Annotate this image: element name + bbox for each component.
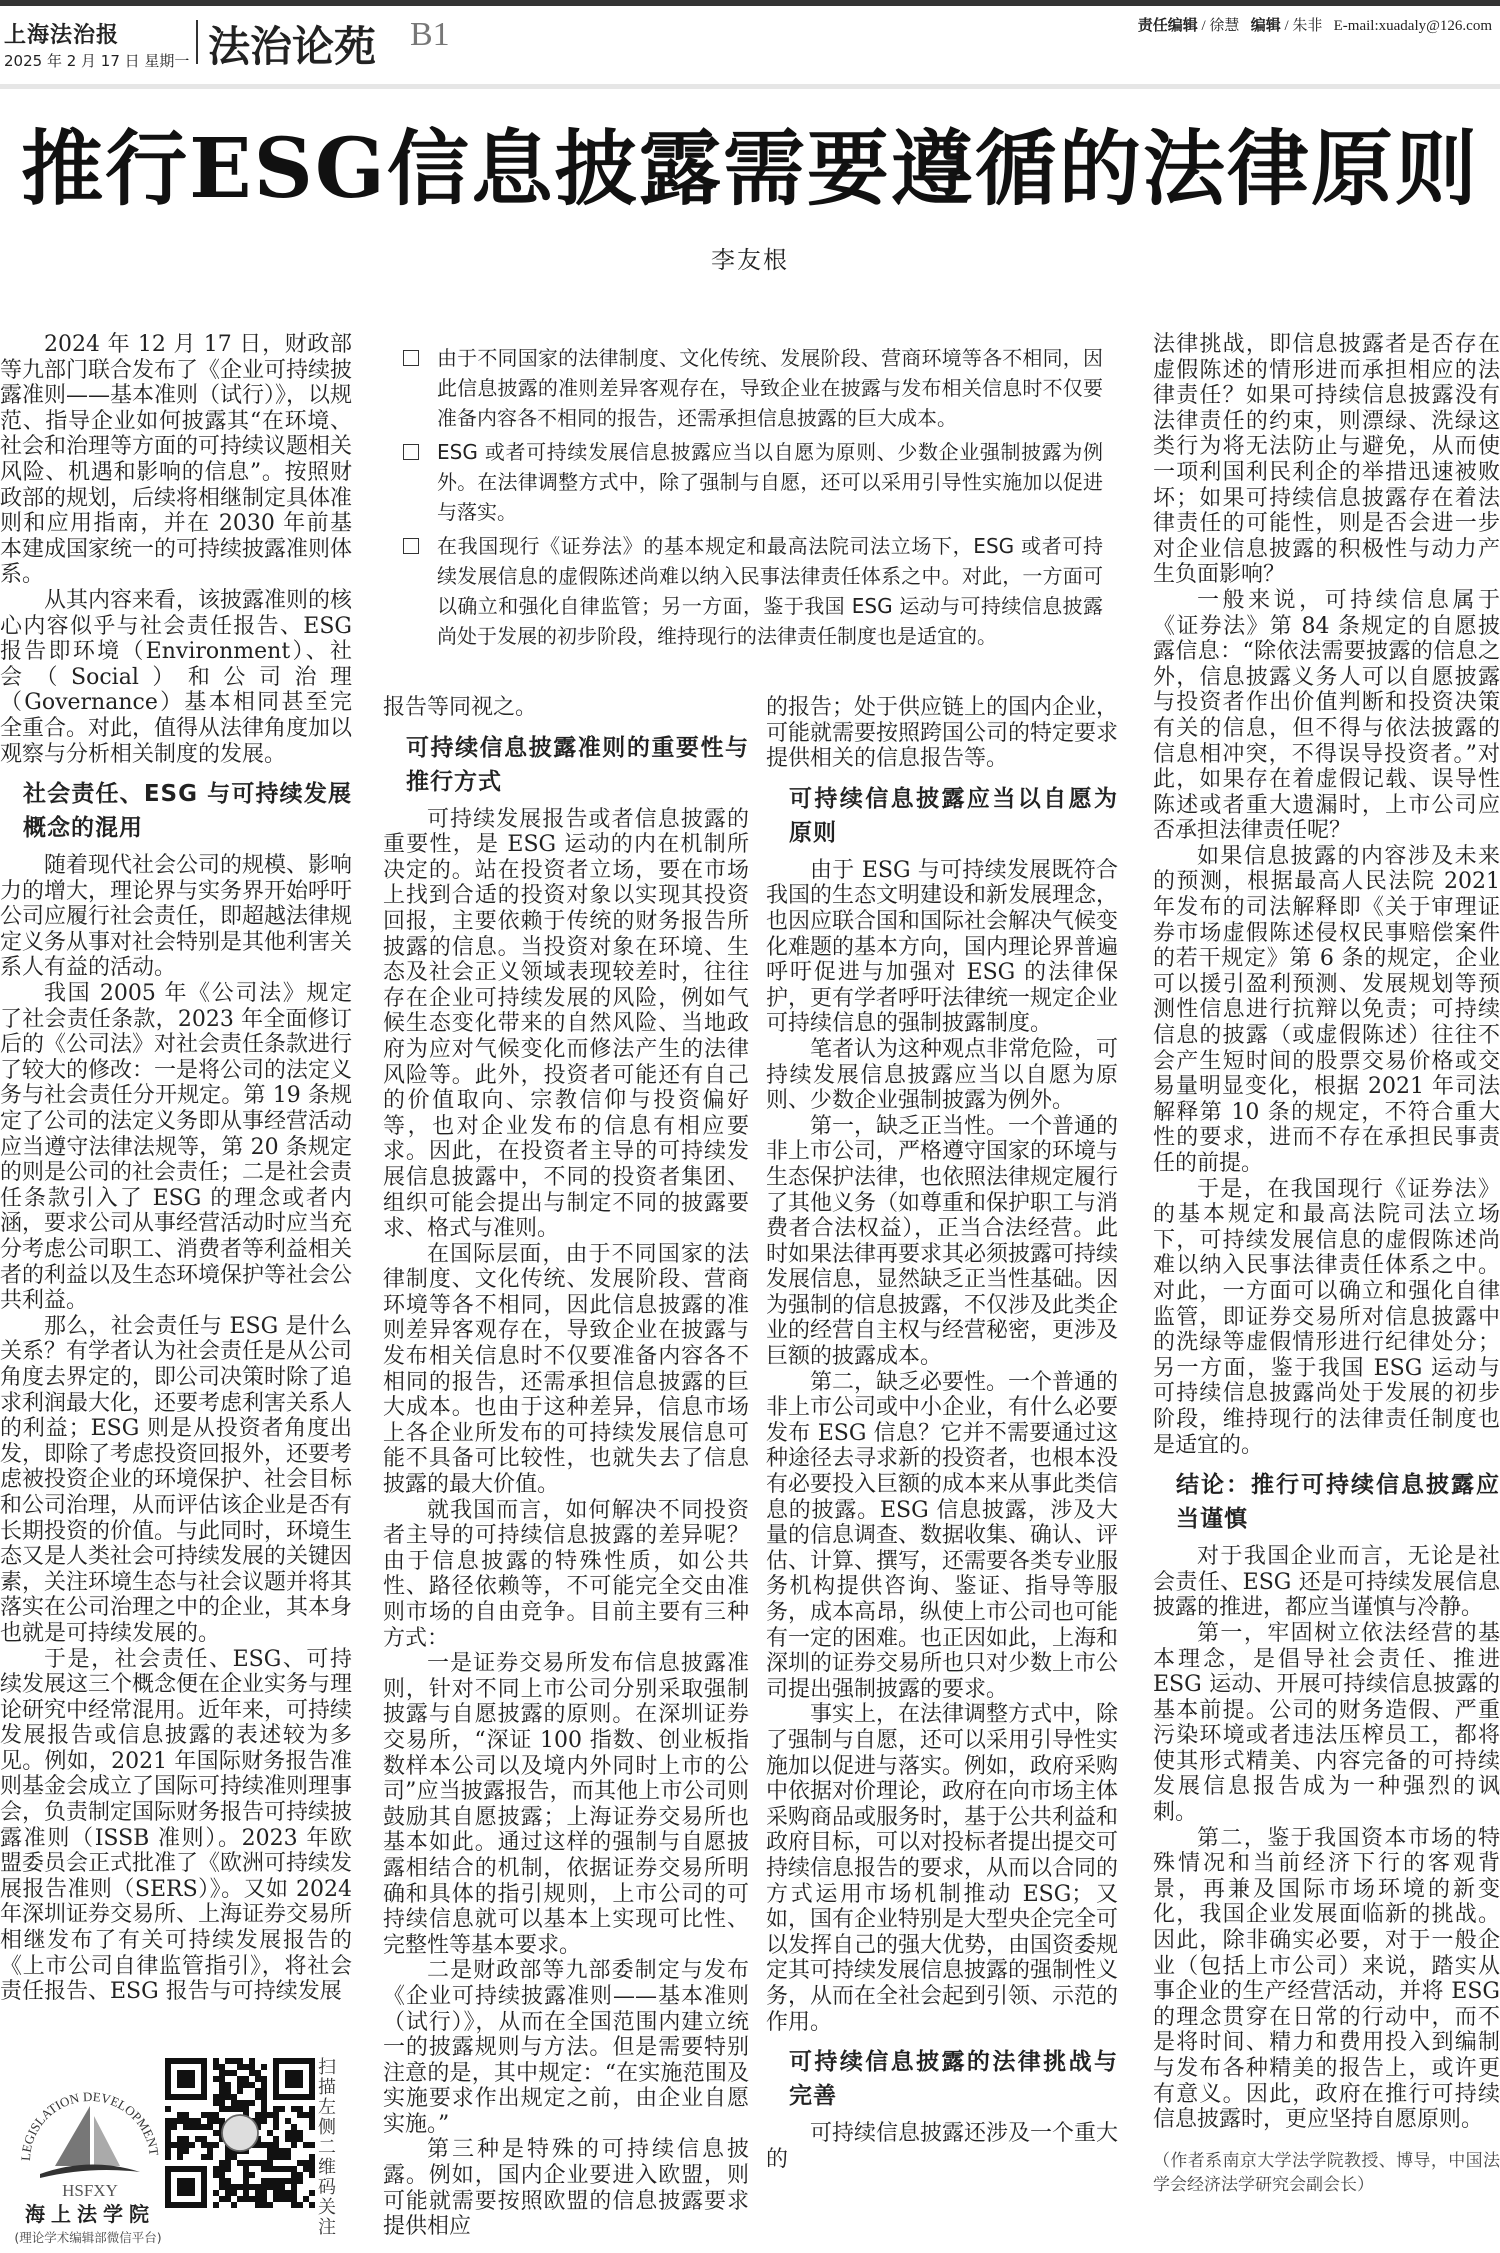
section-heading: 社会责任、ESG 与可持续发展概念的混用 [23, 781, 352, 842]
section-heading: 可持续信息披露的法律挑战与完善 [789, 2049, 1118, 2110]
qr-module [219, 2088, 225, 2094]
qr-module [267, 2112, 273, 2118]
qr-finder [177, 2070, 195, 2088]
qr-module [255, 2196, 261, 2202]
qr-module [183, 2148, 189, 2154]
qr-module [309, 2160, 315, 2166]
qr-finder [285, 2070, 303, 2088]
qr-module [249, 2160, 255, 2166]
qr-module [279, 2184, 285, 2190]
qr-module [261, 2196, 267, 2202]
qr-module [225, 2190, 231, 2196]
header-rule [0, 84, 1500, 89]
qr-module [177, 2112, 183, 2118]
checkbox-icon [403, 538, 419, 554]
qr-module [273, 2142, 279, 2148]
law-school-logo [10, 2066, 170, 2246]
qr-module [243, 2106, 249, 2112]
qr-module [231, 2058, 237, 2064]
qr-module [225, 2106, 231, 2112]
qr-module [237, 2076, 243, 2082]
qr-module [285, 2154, 291, 2160]
qr-module [291, 2136, 297, 2142]
qr-module [273, 2196, 279, 2202]
highlight-text: 由于不同国家的法律制度、文化传统、发展阶段、营商环境等各不相同，因此信息披露的准则差异客观存在，导致企业在披露与发布相关信息时不仅要准备内容各不相同的报告，还需承担信息披露的巨大成本。 [437, 346, 1103, 430]
editor2-name: 朱非 [1292, 18, 1323, 34]
qr-module [237, 2088, 243, 2094]
qr-module [249, 2070, 255, 2076]
qr-module [237, 2058, 243, 2064]
qr-module [183, 2112, 189, 2118]
qr-module [309, 2142, 315, 2148]
qr-module [201, 2154, 207, 2160]
qr-module [285, 2178, 291, 2184]
highlight-item [403, 437, 1103, 527]
qr-module [213, 2190, 219, 2196]
qr-module [303, 2112, 309, 2118]
logo-name: 海上法学院 [25, 2202, 155, 2226]
qr-module [273, 2106, 279, 2112]
qr-module [279, 2154, 285, 2160]
qr-module [309, 2154, 315, 2160]
paragraph: 于是，社会责任、ESG、可持续发展这三个概念便在企业实务与理论研究中经常混用。近年来，可持续发展报告或信息披露的表述较为多见。例如，2021 年国际财务报告准则基金会成立了国际可持续准则理事会，负责制定国际财务报告可持续披露准则（ISSB 准则）。2023 年欧盟委员会正式批准了《欧洲可持续发展报告准则（SERS）》。又如 2024 年深圳证券交易所、上海证券交易所相继发布了有关可持续发展报告的《上市公司自律监管指引》，将社会责任报告、ESG 报告与可持续发展 [0, 1646, 353, 2005]
qr-module [225, 2196, 231, 2202]
qr-module [213, 2112, 219, 2118]
qr-module [297, 2160, 303, 2166]
paragraph: 第一，缺乏正当性。一个普通的非上市公司，严格遵守国家的环境与生态保护法律，也依照法律规定履行了其他义务（如尊重和保护职工与消费者合法权益），正当合法经营。此时如果法律再要求其必须披露可持续发展信息，显然缺乏正当性基础。因为强制的信息披露，不仅涉及此类企业的经营自主权与经营秘密，更涉及巨额的披露成本。 [766, 1113, 1119, 1370]
author-bio: （作者系南京大学法学院教授、博导，中国法学会经济法学研究会副会长） [1153, 2150, 1500, 2195]
qr-module [255, 2184, 261, 2190]
qr-module [273, 2178, 279, 2184]
qr-module [237, 2064, 243, 2070]
paragraph: 2024 年 12 月 17 日，财政部等九部门联合发布了《企业可持续披露准则——基本准则（试行）》，以规范、指导企业如何披露其“在环境、社会和治理等方面的可持续议题相关风险、机遇和影响的信息”。按照财政部的规划，后续将相继制定具体准则和应用指南，并在 2030 年前基本建成国家统一的可持续披露准则体系。 [0, 332, 353, 588]
logo-arc-text: LEGISLATION DEVELOPMENT [17, 2088, 162, 2162]
qr-module [177, 2148, 183, 2154]
qr-module [225, 2160, 231, 2166]
qr-module [261, 2190, 267, 2196]
qr-module [237, 2082, 243, 2088]
qr-module [219, 2196, 225, 2202]
scan-hint: 扫描左侧二维码关注 [318, 2057, 336, 2238]
qr-module [231, 2106, 237, 2112]
qr-module [219, 2070, 225, 2076]
qr-module [201, 2142, 207, 2148]
qr-module [267, 2142, 273, 2148]
paragraph: 那么，社会责任与 ESG 是什么关系？有学者认为社会责任是从公司角度去界定的，即公司决策时除了追求利润最大化，还要考虑利害关系人的利益；ESG 则是从投资者角度出发，即除了考虑投资回报外，还要考虑被投资企业的环境保护、社会目标和公司治理，从而评估该企业是否有长期投资的价值。与此同时，环境生态又是人类社会可持续发展的关键因素，关注环境生态与社会议题并将其落实在公司治理之中的企业，其本身也就是可持续发展的。 [0, 1313, 353, 1646]
qr-module [207, 2118, 213, 2124]
qr-module [285, 2130, 291, 2136]
qr-module [219, 2082, 225, 2088]
qr-module [249, 2058, 255, 2064]
qr-module [255, 2112, 261, 2118]
paragraph: 就我国而言，如何解决不同投资者主导的可持续信息披露的差异呢？由于信息披露的特殊性质，如公共性、路径依赖等，不可能完全交由准则市场的自由竞争。目前主要有三种方式： [383, 1497, 749, 1651]
qr-module [297, 2106, 303, 2112]
qr-module [255, 2160, 261, 2166]
qr-module [237, 2196, 243, 2202]
qr-module [261, 2166, 267, 2172]
page-number: B1 [410, 16, 450, 53]
qr-module [279, 2166, 285, 2172]
qr-module [273, 2124, 279, 2130]
qr-module [273, 2118, 279, 2124]
qr-module [309, 2112, 315, 2118]
qr-module [309, 2190, 315, 2196]
qr-module [243, 2178, 249, 2184]
qr-module [279, 2190, 285, 2196]
qr-module [165, 2148, 171, 2154]
highlight-text: 在我国现行《证券法》的基本规定和最高法院司法立场下，ESG 或者可持续发展信息的虚假陈述尚难以纳入民事法律责任体系之中。对此，一方面可以确立和强化自律监管；另一方面，鉴于我国 ESG 运动与可持续信息披露尚处于发展的初步阶段，维持现行的法律责任制度也是适宜的。 [437, 534, 1103, 648]
qr-module [243, 2160, 249, 2166]
qr-module [273, 2184, 279, 2190]
qr-module [291, 2178, 297, 2184]
qr-module [165, 2124, 171, 2130]
paragraph: 的报告；处于供应链上的国内企业，可能就需要按照跨国公司的特定要求提供相关的信息报告等。 [766, 695, 1119, 772]
column-4 [1153, 332, 1500, 2197]
qr-module [291, 2184, 297, 2190]
paragraph: 可持续发展报告或者信息披露的重要性，是 ESG 运动的内在机制所决定的。站在投资者立场，要在市场上找到合适的投资对象以实现其投资回报，主要依赖于传统的财务报告所披露的信息。当投资对象在环境、生态及社会正义领域表现较差时，往往存在企业可持续发展的风险，例如气候生态变化带来的自然风险、当地政府为应对气候变化而修法产生的法律风险等。此外，投资者可能还有自己的价值取向、宗教信仰与投资偏好等，也对企业发布的信息有相应要求。因此，在投资者主导的可持续发展信息披露中，不同的投资者集团、组织可能会提出与制定不同的披露要求、格式与准则。 [383, 806, 749, 1242]
qr-module [291, 2106, 297, 2112]
qr-module [279, 2148, 285, 2154]
qr-module [285, 2136, 291, 2142]
qr-module [201, 2136, 207, 2142]
qr-module [231, 2184, 237, 2190]
qr-module [309, 2166, 315, 2172]
qr-module [291, 2124, 297, 2130]
paragraph: 在国际层面，由于不同国家的法律制度、文化传统、发展阶段、营商环境等各不相同，因此信息披露的准则差异客观存在，导致企业在披露与发布相关信息时不仅要准备内容各不相同的报告，还需承担信息披露的巨大成本。也由于这种差异，信息市场上各企业所发布的可持续发展信息可能不具备可比较性，也就失去了信息披露的最大价值。 [383, 1241, 749, 1498]
qr-module [219, 2100, 225, 2106]
qr-module [309, 2124, 315, 2130]
editor-email[interactable]: E-mail:xuadaly@126.com [1333, 18, 1492, 34]
qr-module [267, 2202, 273, 2208]
logo-subtitle: (理论学术编辑部微信平台) [14, 2230, 162, 2245]
qr-module [225, 2178, 231, 2184]
qr-module [189, 2124, 195, 2130]
qr-module [243, 2196, 249, 2202]
checkbox-icon [403, 350, 419, 366]
qr-module [189, 2142, 195, 2148]
qr-module [261, 2142, 267, 2148]
qr-module [261, 2064, 267, 2070]
qr-module [279, 2106, 285, 2112]
paragraph: 一是证券交易所发布信息披露准则，针对不同上市公司分别采取强制披露与自愿披露的原则。在深圳证券交易所，“深证 100 指数、创业板指数样本公司以及境内外同时上市的公司”应当披露报告，而其他上市公司则鼓励其自愿披露；上海证券交易所也基本如此。通过这样的强制与自愿披露相结合的机制，依据证券交易所明确和具体的指引规则，上市公司的可持续信息就可以基本上实现可比性、完整性等基本要求。 [383, 1651, 749, 1958]
section-title: 法治论苑 [208, 22, 377, 71]
qr-module [165, 2106, 171, 2112]
paragraph: 第三种是特殊的可持续信息披露。例如，国内企业要进入欧盟，则可能就需要按照欧盟的信息披露要求提供相应 [383, 2137, 749, 2240]
qr-module [183, 2136, 189, 2142]
paragraph: 可持续信息披露还涉及一个重大的 [766, 2121, 1119, 2172]
paragraph: 第二，缺乏必要性。一个普通的非上市公司或中小企业，有什么必要发布 ESG 信息？它并不需要通过这种途径去寻求新的投资者，也根本没有必要投入巨额的成本来从事此类信息的披露。ESG 信息披露，涉及大量的信息调查、数据收集、确认、评估、计算、撰写，还需要各类专业服务机构提供咨询、鉴证、指导等服务，成本高昂，纵使上市公司也可能有一定的困难。也正因如此，上海和深圳的证券交易所也只对少数上市公司提出强制披露的要求。 [766, 1369, 1119, 1702]
qr-module [261, 2094, 267, 2100]
editor2-label: 编辑 [1250, 16, 1281, 34]
qr-module [165, 2136, 171, 2142]
highlights-box [403, 343, 1103, 655]
qr-module [297, 2202, 303, 2208]
qr-module [297, 2172, 303, 2178]
qr-center-emblem [222, 2115, 258, 2151]
qr-module [261, 2178, 267, 2184]
qr-module [177, 2154, 183, 2160]
qr-module [297, 2112, 303, 2118]
qr-module [309, 2118, 315, 2124]
article-author: 李友根 [711, 246, 789, 274]
qr-module [303, 2196, 309, 2202]
qr-module [261, 2106, 267, 2112]
qr-module [309, 2202, 315, 2208]
paragraph: 如果信息披露的内容涉及未来的预测，根据最高人民法院 2021 年发布的司法解释即《关于审理证券市场虚假陈述侵权民事赔偿案件的若干规定》第 6 条的规定，企业可以援引盈利预测、发展规划等预测性信息进行抗辩以免责；可持续信息的披露（或虚假陈述）往往不会产生短时间的股票交易价格或交易量明显变化，根据 2021 年司法解释第 10 条的规定，不符合重大性的要求，进而不存在承担民事责任的前提。 [1153, 843, 1500, 1176]
qr-module [243, 2076, 249, 2082]
qr-finder [177, 2178, 195, 2196]
qr-module [183, 2124, 189, 2130]
qr-module [219, 2184, 225, 2190]
qr-module [243, 2082, 249, 2088]
qr-code[interactable] [165, 2058, 315, 2208]
qr-module [285, 2148, 291, 2154]
qr-module [165, 2118, 171, 2124]
qr-module [279, 2178, 285, 2184]
column-2 [383, 695, 749, 2240]
editor-name: 徐慧 [1209, 18, 1240, 34]
qr-module [219, 2076, 225, 2082]
qr-module [279, 2196, 285, 2202]
qr-module [267, 2166, 273, 2172]
qr-module [213, 2058, 219, 2064]
qr-module [291, 2142, 297, 2148]
qr-module [213, 2100, 219, 2106]
qr-module [303, 2142, 309, 2148]
qr-module [195, 2136, 201, 2142]
checkbox-icon [403, 444, 419, 460]
qr-module [249, 2172, 255, 2178]
paper-name: 上海法治报 [4, 22, 120, 48]
qr-module [267, 2148, 273, 2154]
qr-module [297, 2178, 303, 2184]
qr-module [225, 2094, 231, 2100]
qr-module [285, 2118, 291, 2124]
qr-module [261, 2088, 267, 2094]
paragraph: 随着现代社会公司的规模、影响力的增大，理论界与实务界开始呼吁公司应履行社会责任，即超越法律规定义务从事对社会特别是其他利害关系人有益的活动。 [0, 853, 353, 981]
highlight-item [403, 343, 1103, 433]
qr-module [195, 2118, 201, 2124]
qr-module [225, 2082, 231, 2088]
section-heading: 可持续信息披露应当以自愿为原则 [789, 785, 1118, 846]
section-heading: 结论：推行可持续信息披露应当谨慎 [1176, 1472, 1500, 1533]
qr-module [255, 2202, 261, 2208]
qr-module [255, 2088, 261, 2094]
qr-module [309, 2106, 315, 2112]
qr-module [177, 2136, 183, 2142]
qr-module [225, 2154, 231, 2160]
paragraph: 由于 ESG 与可持续发展既符合我国的生态文明建设和新发展理念，也因应联合国和国际社会解决气候变化难题的基本方向，国内理论界普遍呼吁促进与加强对 ESG 的法律保护，更有学者呼吁法律统一规定企业可持续信息的强制披露制度。 [766, 857, 1119, 1037]
qr-module [225, 2166, 231, 2172]
qr-module [273, 2154, 279, 2160]
qr-module [165, 2130, 171, 2136]
qr-module [225, 2058, 231, 2064]
qr-module [165, 2154, 171, 2160]
qr-module [249, 2064, 255, 2070]
qr-module [243, 2190, 249, 2196]
qr-module [189, 2118, 195, 2124]
column-3 [766, 695, 1118, 2172]
masthead [0, 6, 1500, 86]
qr-module [291, 2172, 297, 2178]
qr-module [309, 2172, 315, 2178]
qr-module [231, 2094, 237, 2100]
qr-module [291, 2196, 297, 2202]
qr-module [291, 2202, 297, 2208]
paragraph: 对于我国企业而言，无论是社会责任、ESG 还是可持续发展信息披露的推进，都应当谨慎与冷静。 [1153, 1544, 1500, 1621]
qr-module [171, 2124, 177, 2130]
qr-module [291, 2130, 297, 2136]
qr-module [273, 2136, 279, 2142]
qr-module [255, 2076, 261, 2082]
paragraph: 于是，在我国现行《证券法》的基本规定和最高法院司法立场下，可持续发展信息的虚假陈述尚难以纳入民事法律责任体系之中。对此，一方面可以确立和强化自律监管，即证券交易所对信息披露中的洗绿等虚假情形进行纪律处分；另一方面，鉴于我国 ESG 运动与可持续信息披露尚处于发展的初步阶段，维持现行的法律责任制度也是适宜的。 [1153, 1176, 1500, 1458]
qr-module [237, 2106, 243, 2112]
qr-module [261, 2184, 267, 2190]
qr-module [177, 2118, 183, 2124]
qr-module [213, 2202, 219, 2208]
qr-module [285, 2166, 291, 2172]
qr-module [213, 2064, 219, 2070]
qr-module [231, 2154, 237, 2160]
editor-credits: 责任编辑 / 徐慧 编辑 / 朱非 E-mail:xuadaly@126.com [1137, 16, 1492, 34]
highlight-item [403, 531, 1103, 651]
qr-module [207, 2148, 213, 2154]
qr-module [213, 2130, 219, 2136]
paragraph: 笔者认为这种观点非常危险，可持续发展信息披露应当以自愿为原则、少数企业强制披露为例外。 [766, 1036, 1119, 1114]
qr-module [255, 2094, 261, 2100]
qr-module [261, 2082, 267, 2088]
qr-module [285, 2196, 291, 2202]
article-title: 推行ESG信息披露需要遵循的法律原则 [21, 121, 1479, 217]
paragraph: 第一，牢固树立依法经营的基本理念，是倡导社会责任、推进 ESG 运动、开展可持续信息披露的基本前提。公司的财务造假、严重污染环境或者违法压榨员工，都将使其形式精美、内容完备的可持续发展信息报告成为一种强烈的讽刺。 [1153, 1620, 1500, 1826]
qr-module [297, 2130, 303, 2136]
qr-module [249, 2184, 255, 2190]
qr-module [261, 2160, 267, 2166]
qr-module [219, 2166, 225, 2172]
qr-module [207, 2112, 213, 2118]
qr-module [219, 2106, 225, 2112]
paragraph: 第二，鉴于我国资本市场的特殊情况和当前经济下行的客观背景，再兼及国际市场环境的新变化，我国企业发展面临新的挑战。因此，除非确实必要，对于一般企业（包括上市公司）来说，踏实从事企业的生产经营活动，并将 ESG 的理念贯穿在日常的行动中，而不是将时间、精力和费用投入到编制与发布各种精美的报告上，或许更有意义。因此，政府在推行可持续信息披露时，更应坚持自愿原则。 [1153, 1825, 1500, 2133]
qr-module [267, 2184, 273, 2190]
issue-date: 2025 年 2 月 17 日 星期一 [4, 52, 190, 70]
qr-module [225, 2184, 231, 2190]
qr-module [243, 2064, 249, 2070]
qr-module [219, 2172, 225, 2178]
paragraph: 一般来说，可持续信息属于《证券法》第 84 条规定的自愿披露信息：“除依法需要披露的信息之外，信息披露义务人可以自愿披露与投资者作出价值判断和投资决策有关的信息，但不得与依法披露的信息相冲突，不得误导投资者。”对此，如果存在着虚假记载、误导性陈述或者重大遗漏时，上市公司应否承担法律责任呢？ [1153, 587, 1500, 844]
qr-module [303, 2166, 309, 2172]
qr-module [273, 2190, 279, 2196]
qr-module [171, 2118, 177, 2124]
qr-module [225, 2088, 231, 2094]
qr-module [249, 2082, 255, 2088]
paragraph: 报告等同视之。 [383, 695, 538, 720]
paragraph: 我国 2005 年《公司法》规定了社会责任条款，2023 年全面修订后的《公司法》对社会责任条款进行了较大的修改：一是将公司的法定义务与社会责任分开规定。第 19 条规定了公司的法定义务即从事经营活动应当遵守法律法规等，第 20 条规定的则是公司的社会责任；二是社会责任条款引入了 ESG 的理念或者内涵，要求公司从事经营活动时应当充分考虑公司职工、消费者等利益相关者的利益以及生态环境保护等社会公共利益。 [0, 981, 353, 1314]
qr-module [267, 2154, 273, 2160]
qr-module [195, 2124, 201, 2130]
qr-module [249, 2100, 255, 2106]
qr-module [201, 2112, 207, 2118]
qr-module [291, 2190, 297, 2196]
qr-module [249, 2196, 255, 2202]
qr-module [285, 2190, 291, 2196]
qr-module [213, 2118, 219, 2124]
qr-module [231, 2070, 237, 2076]
qr-module [273, 2148, 279, 2154]
qr-module [243, 2172, 249, 2178]
qr-module [261, 2118, 267, 2124]
qr-module [201, 2124, 207, 2130]
qr-module [261, 2076, 267, 2082]
qr-module [303, 2160, 309, 2166]
qr-module [237, 2184, 243, 2190]
qr-module [213, 2094, 219, 2100]
qr-module [219, 2160, 225, 2166]
paragraph: 法律挑战，即信息披露者是否存在虚假陈述的情形进而承担相应的法律责任？如果可持续信息披露没有法律责任的约束，则漂绿、洗绿这类行为将无法防止与避免，从而使一项利国利民利企的举措迅速被败坏；如果可持续信息披露存在着法律责任的可能性，则是否会进一步对企业信息披露的积极性与动力产生负面影响？ [1153, 332, 1500, 588]
divider [196, 20, 198, 64]
qr-module [261, 2100, 267, 2106]
qr-module [213, 2142, 219, 2148]
qr-module [219, 2064, 225, 2070]
qr-module [207, 2124, 213, 2130]
qr-module [171, 2142, 177, 2148]
qr-module [213, 2166, 219, 2172]
qr-module [231, 2100, 237, 2106]
qr-module [207, 2154, 213, 2160]
qr-module [213, 2076, 219, 2082]
qr-module [267, 2178, 273, 2184]
paragraph: 二是财政部等九部委制定与发布《企业可持续披露准则——基本准则（试行）》，从而在全国范围内建立统一的披露规则与方法。但是需要特别注意的是，其中规定：“在实施范围及实施要求作出规定之前，由企业自愿实施。” [383, 1958, 749, 2137]
qr-module [243, 2166, 249, 2172]
logo-abbr: HSFXY [62, 2181, 118, 2200]
qr-module [219, 2178, 225, 2184]
editor-label: 责任编辑 [1137, 16, 1198, 34]
qr-module [237, 2160, 243, 2166]
qr-module [291, 2166, 297, 2172]
qr-module [255, 2190, 261, 2196]
qr-module [213, 2172, 219, 2178]
qr-module [261, 2112, 267, 2118]
paragraph: 事实上，在法律调整方式中，除了强制与自愿，还可以采用引导性实施加以促进与落实。例如，政府采购中依据对价理论，政府在向市场主体采购商品或服务时，基于公共利益和政府目标，可以对投标者提出提交可持续信息报告的要求，从而以合同的方式运用市场机制推动 ESG；又如，国有企业特别是大型央企完全可以发挥自己的强大优势，由国资委规定其可持续发展信息披露的强制性义务，从而在全社会起到引领、示范的作用。 [766, 1702, 1119, 2035]
qr-module [261, 2202, 267, 2208]
qr-module [243, 2184, 249, 2190]
qr-module [207, 2142, 213, 2148]
highlight-text: ESG 或者可持续发展信息披露应当以自愿为原则、少数企业强制披露为例外。在法律调整方式中，除了强制与自愿，还可以采用引导性实施加以促进与落实。 [437, 440, 1103, 524]
qr-module [183, 2118, 189, 2124]
qr-module [177, 2142, 183, 2148]
qr-module [297, 2136, 303, 2142]
qr-module [255, 2070, 261, 2076]
qr-module [237, 2100, 243, 2106]
qr-module [267, 2160, 273, 2166]
qr-module [231, 2190, 237, 2196]
qr-module [273, 2112, 279, 2118]
qr-module [165, 2142, 171, 2148]
qr-module [183, 2142, 189, 2148]
qr-module [267, 2130, 273, 2136]
qr-module [273, 2166, 279, 2172]
column-1 [0, 332, 352, 2005]
paragraph: 从其内容来看，该披露准则的核心内容似乎与社会责任报告、ESG 报告即环境（Environment）、社会（Social）和公司治理（Governance）基本相同甚至完全重合。对此，值得从法律角度加以观察与分析相关制度的发展。 [0, 587, 353, 767]
qr-module [225, 2070, 231, 2076]
qr-module [231, 2202, 237, 2208]
section-heading: 可持续信息披露准则的重要性与推行方式 [406, 734, 749, 795]
qr-module [243, 2100, 249, 2106]
qr-module [219, 2094, 225, 2100]
